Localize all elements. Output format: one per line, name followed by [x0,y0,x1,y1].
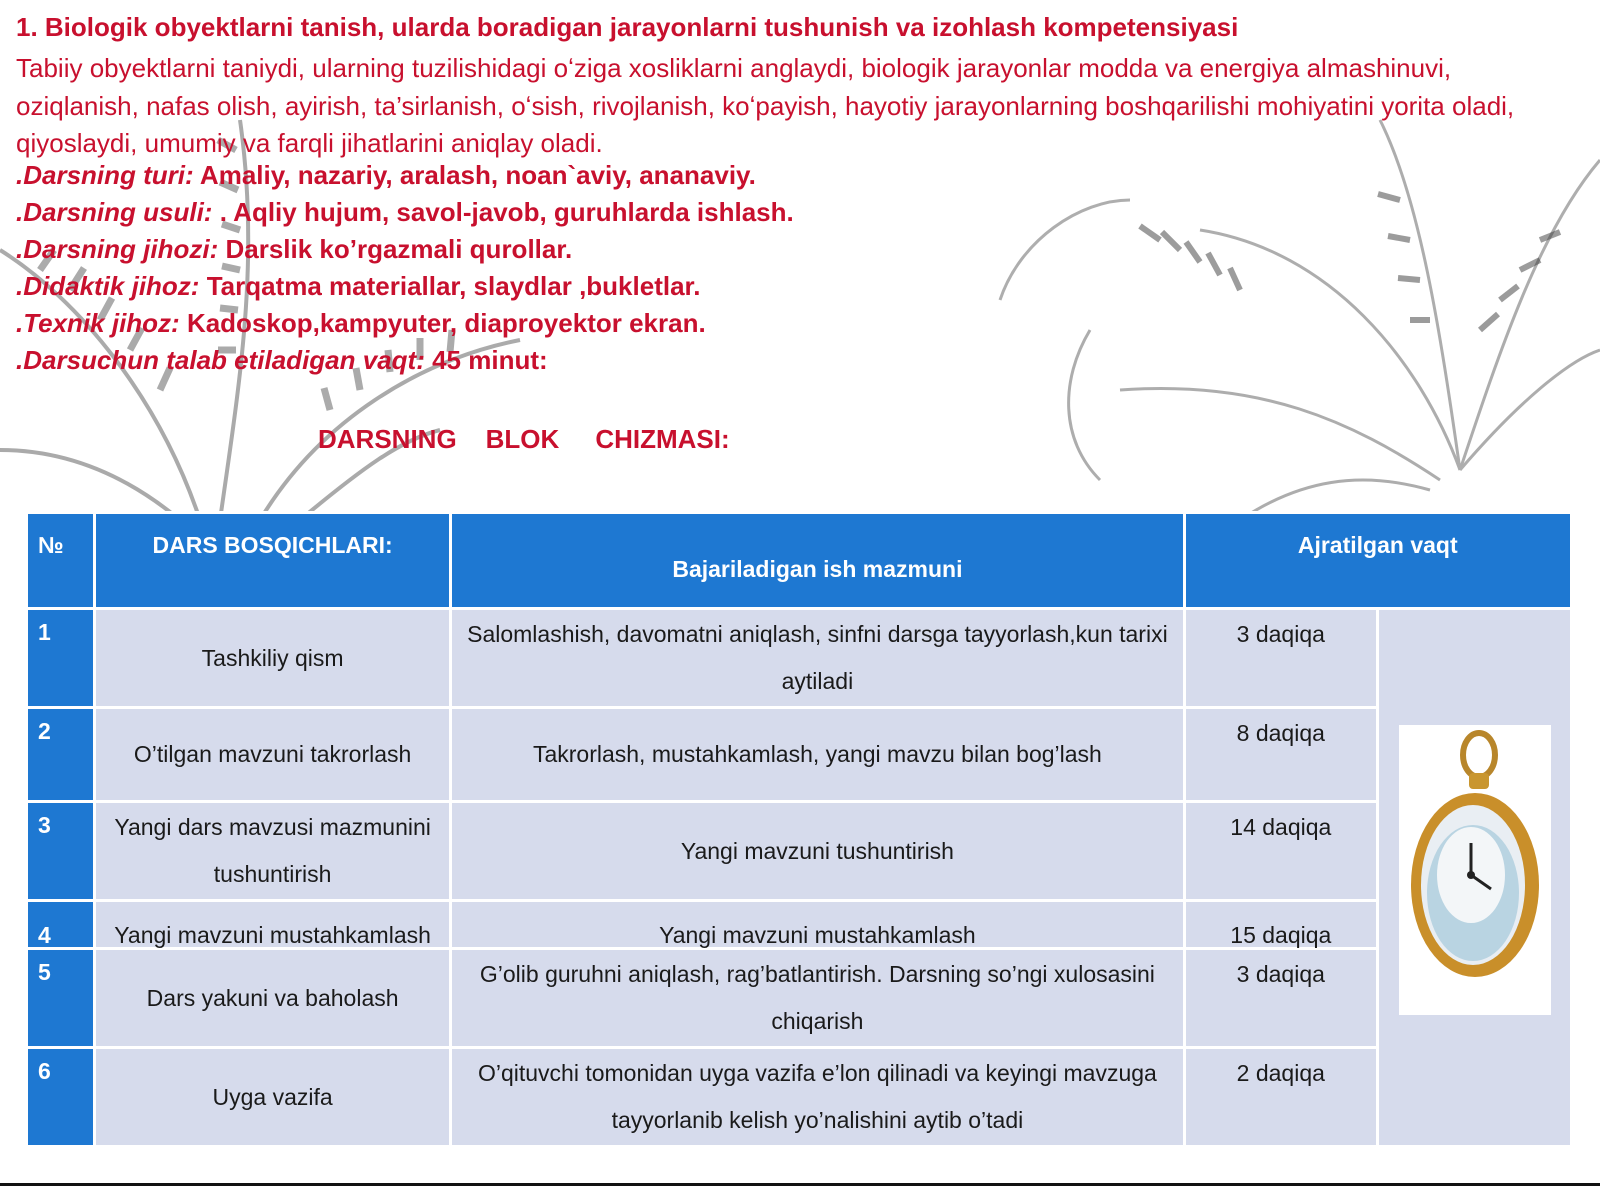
row-number: 3 [27,802,95,901]
table-row [27,609,1572,708]
lesson-equipment-value: Darslik ko’rgazmali qurollar. [218,234,573,264]
block-diagram-title: DARSNING BLOK CHIZMASI: [318,424,730,454]
header-content: Bajariladigan ish mazmuni [451,513,1184,609]
table-row [27,1048,1572,1147]
pocket-watch-icon [1399,725,1551,1015]
lesson-type-value: Amaliy, nazariy, aralash, noan`aviy, ananaviy. [193,160,756,190]
row-stage: Dars yakuni va baholash [94,949,450,1048]
row-time: 3 daqiqa [1184,949,1378,1048]
lesson-stages-table [25,511,1573,1148]
row-content: Yangi mavzuni mustahkamlash [451,901,1184,949]
lesson-method-label: .Darsning usuli: [16,197,213,227]
technical-equipment-value: Kadoskop,kampyuter, diaproyektor ekran. [179,308,706,338]
row-time: 2 daqiqa [1184,1048,1378,1147]
didactic-equipment-label: .Didaktik jihoz: [16,271,200,301]
row-number: 2 [27,708,95,802]
row-time: 15 daqiqa [1184,901,1378,949]
row-number: 4 [27,901,95,949]
technical-equipment-label: .Texnik jihoz: [16,308,180,338]
header-number: № [27,513,95,609]
row-time: 8 daqiqa [1184,708,1378,802]
table-row [27,949,1572,1048]
row-content: O’qituvchi tomonidan uyga vazifa e’lon qilinadi va keyingi mavzuga tayyorlanib kelish yo’nalishini aytib o’tadi [451,1048,1184,1147]
lesson-duration [16,345,548,376]
row-stage: O’tilgan mavzuni takrorlash [94,708,450,802]
competency-description: Tabiiy obyektlarni taniydi, ularning tuzilishidagi oʻziga xosliklarni anglaydi, biologik jarayonlar modda va energiya almashinuvi, oziqlanish, nafas olish, ayirish, ta’sirlanish, oʻsish, rivojlanish, koʻpayish, hayotiy jarayonlarning boshqarilishi mohiyatini yorita oladi, qiyoslaydi, umumiy va farqli jihatlarini aniqlay oladi. [16,53,1515,158]
competency-title: 1. Biologik obyektlarni tanish, ularda boradigan jarayonlarni tushunish va izohlash kompetensiyasi [16,12,1239,42]
row-content: Yangi mavzuni tushuntirish [451,802,1184,901]
table-row [27,708,1572,802]
row-content: Takrorlash, mustahkamlash, yangi mavzu bilan bog’lash [451,708,1184,802]
row-time: 3 daqiqa [1184,609,1378,708]
row-number: 1 [27,609,95,708]
header-stages: DARS BOSQICHLARI: [94,513,450,609]
lesson-type-label: .Darsning turi: [16,160,194,190]
row-content: G’olib guruhni aniqlash, rag’batlantirish. Darsning so’ngi xulosasini chiqarish [451,949,1184,1048]
table-header-row [27,513,1572,609]
lesson-duration-value: 45 minut: [424,345,548,375]
row-stage: Tashkiliy qism [94,609,450,708]
lesson-equipment-label: .Darsning jihozi: [16,234,219,264]
row-time: 14 daqiqa [1184,802,1378,901]
row-content: Salomlashish, davomatni aniqlash, sinfni darsga tayyorlash,kun tarixi aytiladi [451,609,1184,708]
row-stage: Yangi mavzuni mustahkamlash [94,901,450,949]
bottom-divider [0,1183,1600,1186]
lesson-equipment [16,234,572,265]
table-row [27,901,1572,949]
row-number: 6 [27,1048,95,1147]
table-row [27,802,1572,901]
row-number: 5 [27,949,95,1048]
clock-cell [1378,609,1572,1147]
didactic-equipment-value: Tarqatma materiallar, slaydlar ,bukletlar. [199,271,701,301]
didactic-equipment [16,271,700,302]
row-stage: Yangi dars mavzusi mazmunini tushuntirish [94,802,450,901]
technical-equipment [16,308,706,339]
lesson-duration-label: .Darsuchun talab etiladigan vaqt: [16,345,425,375]
row-stage: Uyga vazifa [94,1048,450,1147]
lesson-method-value: . Aqliy hujum, savol-javob, guruhlarda ishlash. [212,197,794,227]
lesson-type [16,160,756,191]
header-time: Ajratilgan vaqt [1184,513,1572,609]
lesson-method [16,197,794,228]
